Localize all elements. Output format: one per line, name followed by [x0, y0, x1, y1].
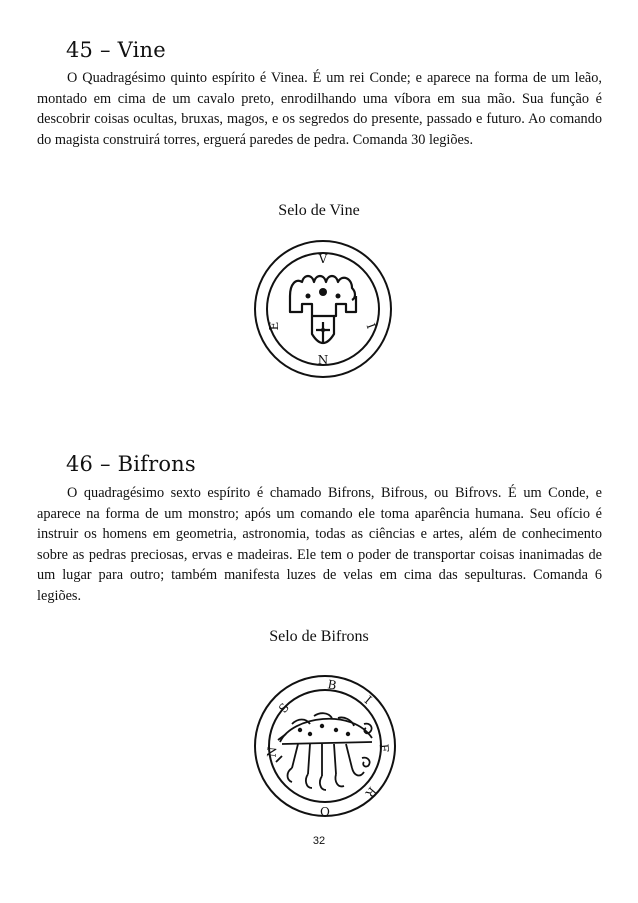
- section-title-vine: 45 – Vine: [66, 38, 166, 62]
- vine-seal-letter-n: N: [317, 353, 329, 367]
- section-body-vine: O Quadragésimo quinto espírito é Vinea. É um rei Conde; e aparece na forma de um leão, montado em cima de um cavalo preto, enrodilhando uma víbora em sua mão. Sua função é descobrir coisas ocultas, bruxas, magos, e os segredos do presente, passado e futuro. Ao comando do magista construirá torres, erguerá paredes de pedra. Comanda 30 legiões.: [37, 70, 602, 148]
- bifrons-seal-letter-n: N: [264, 746, 280, 758]
- vine-seal-letter-v: V: [318, 252, 328, 266]
- bifrons-seal-letter-o: O: [320, 804, 330, 818]
- bifrons-seal-image: [252, 664, 398, 828]
- bifrons-seal-letter-s: S: [275, 700, 293, 716]
- seal-caption-bifrons: Selo de Bifrons: [269, 628, 369, 645]
- bifrons-seal-letter-r: R: [362, 784, 380, 800]
- section-body-bifrons: O quadragésimo sexto espírito é chamado Bifrons, Bifrous, ou Bifrovs. É um Conde, e aparece na forma de um monstro; após um comando ele toma aparência humana. Seu ofício é instruir os homens em geometria, astronomia, todas as ciências e artes, além de conhecimento sobre as pedras preciosas, ervas e madeiras. Ele tem o poder de transportar coisas inanimadas de um lugar para outro; também manifesta luzes de velas em cima das sepulturas. Comanda 6 legiões.: [37, 485, 602, 604]
- vine-seal-image: [252, 238, 394, 380]
- section-title-bifrons: 46 – Bifrons: [66, 452, 196, 476]
- vine-seal-letter-i: I: [363, 321, 379, 331]
- bifrons-seal-letter-b: B: [326, 677, 338, 693]
- seal-caption-vine: Selo de Vine: [278, 202, 360, 219]
- bifrons-seal-letter-i: I: [361, 693, 375, 707]
- vine-seal-letter-e: E: [267, 321, 281, 331]
- bifrons-seal-letter-f: F: [376, 743, 392, 753]
- page-number: 32: [312, 835, 326, 847]
